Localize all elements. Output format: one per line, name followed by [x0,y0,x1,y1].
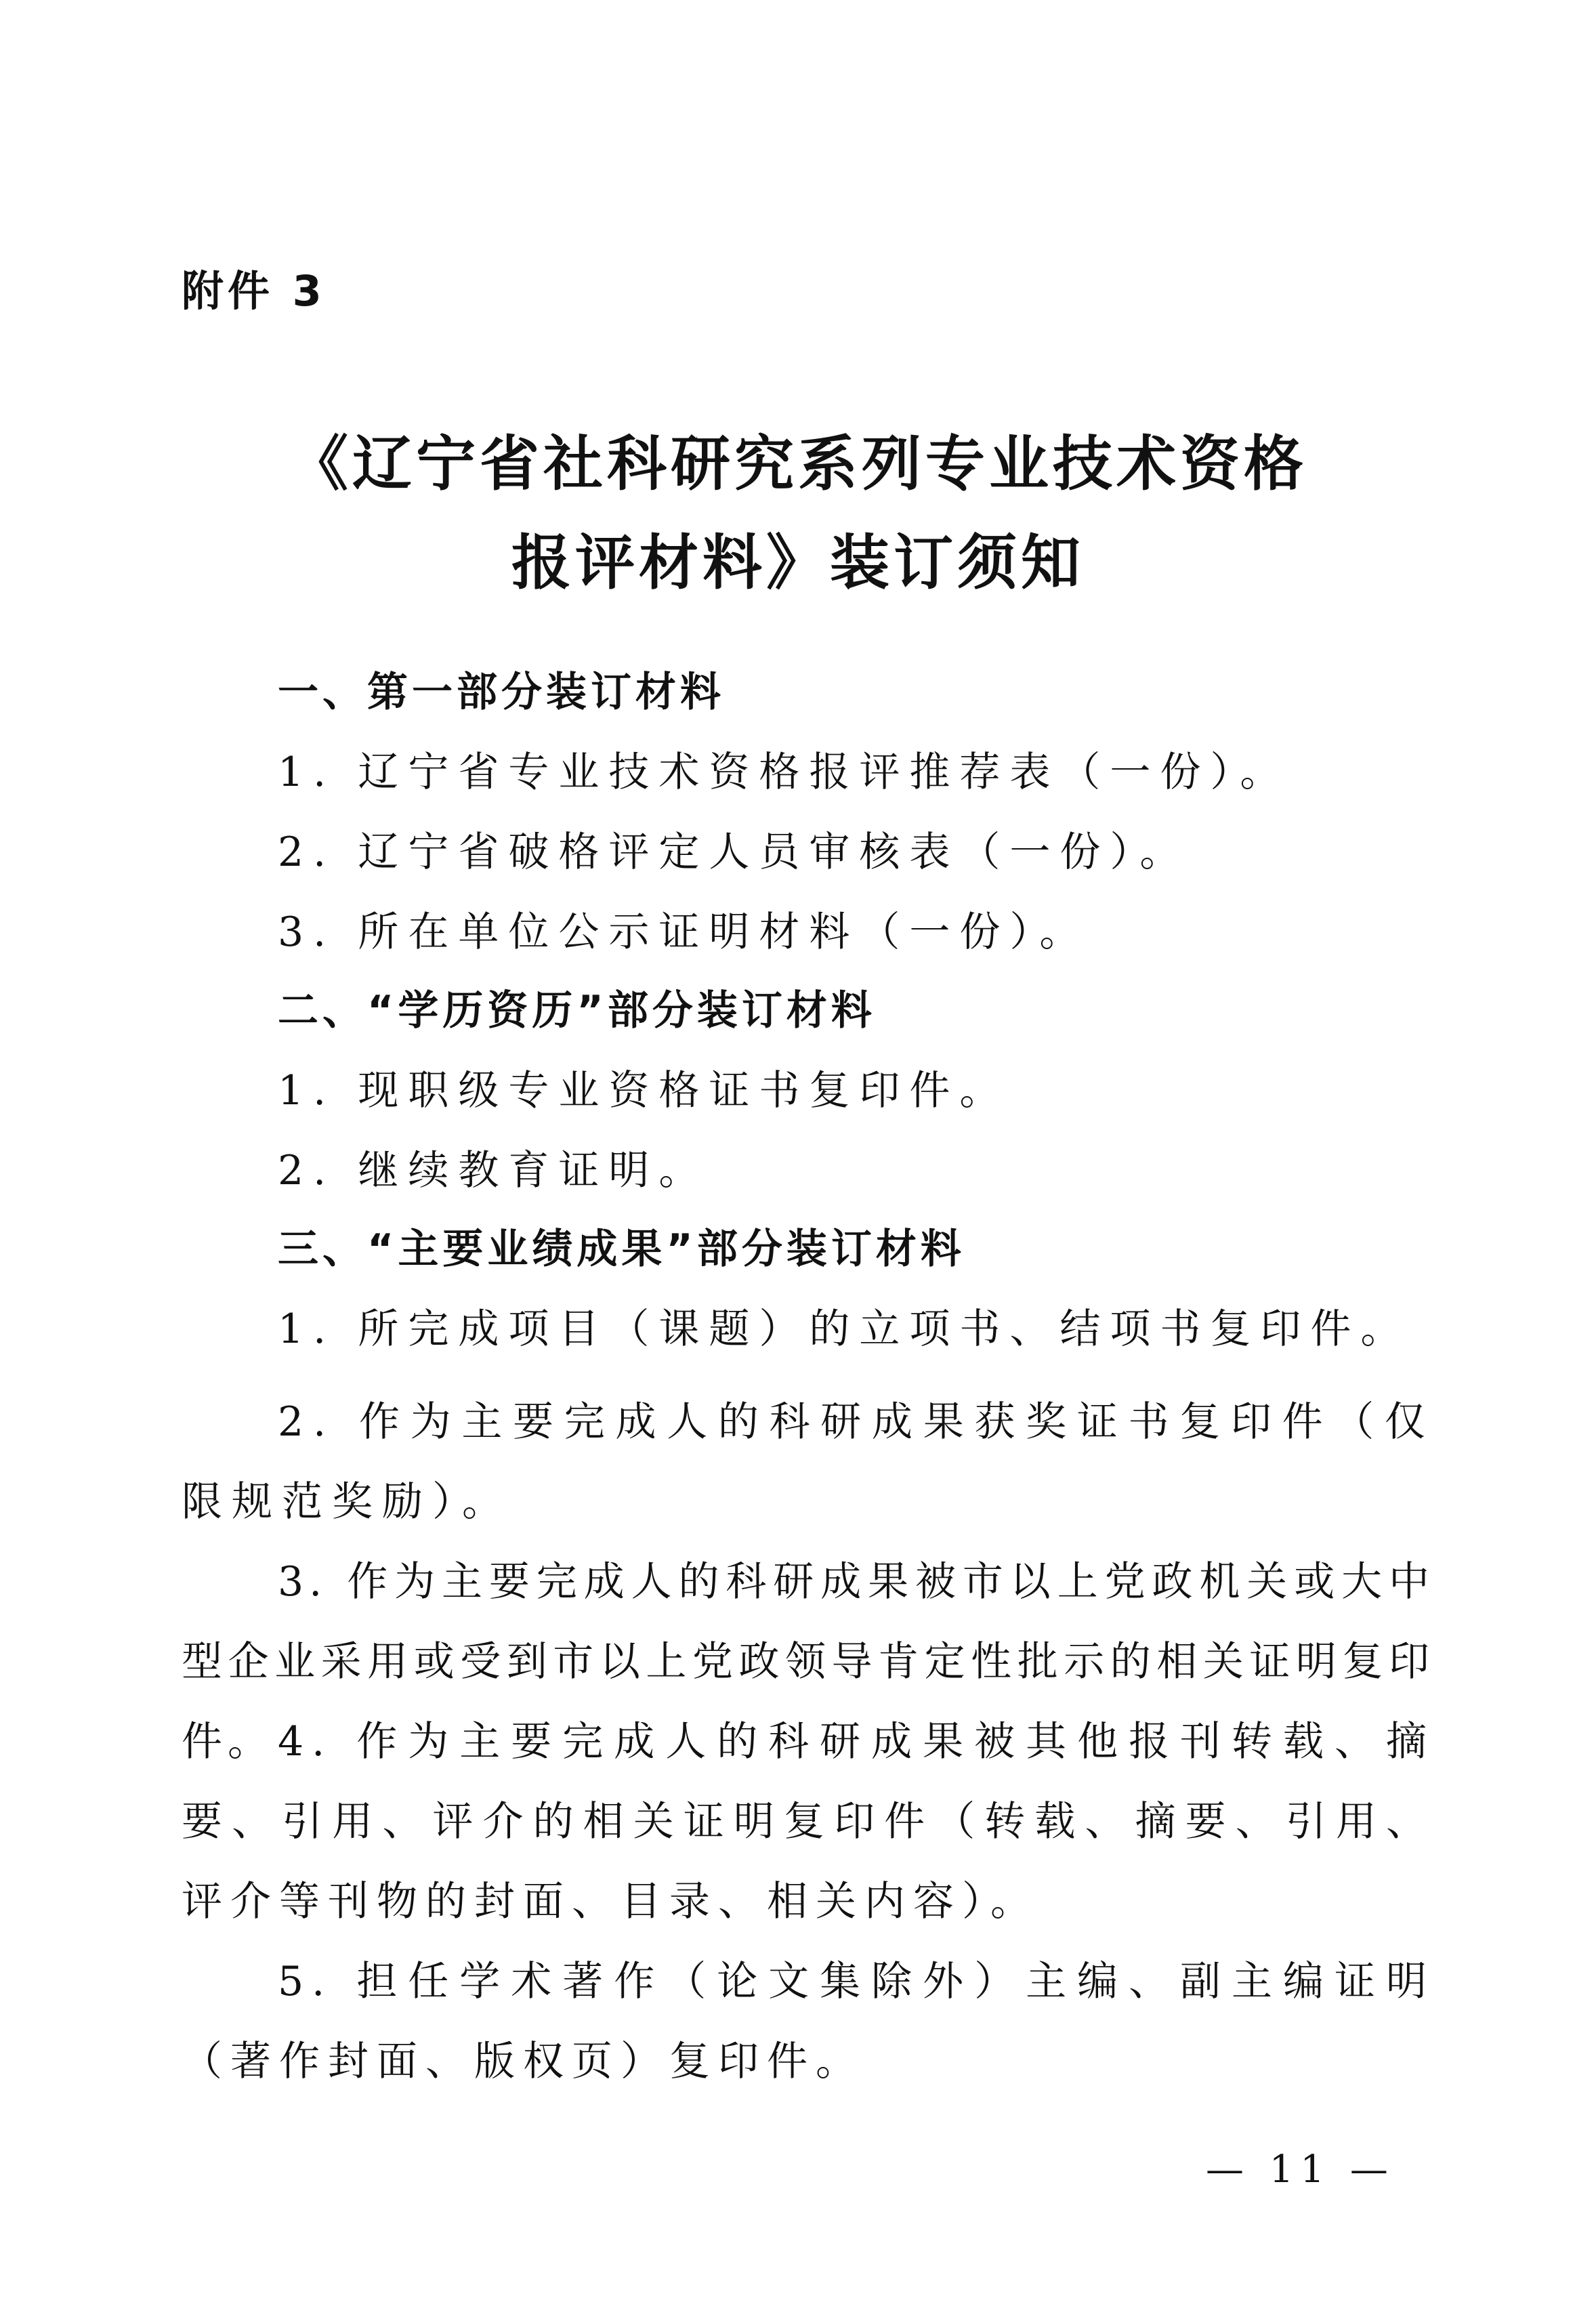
list-item: 1. 辽宁省专业技术资格报评推荐表（一份）。 [278,749,1290,796]
list-item: 2. 继续教育证明。 [278,1147,709,1194]
list-item: 5. 担任学术著作（论文集除外）主编、副主编证明（著作封面、版权页）复印件。 [182,1958,1435,2085]
document-title-line-1: 《辽宁省社科研究系列专业技术资格 [288,428,1307,499]
list-item: 3. 所在单位公示证明材料（一份）。 [278,908,1090,956]
list-item: 4. 作为主要完成人的科研成果被其他报刊转载、摘要、引用、评介的相关证明复印件（转载、摘要、引用、评介等刊物的封面、目录、相关内容）。 [182,1718,1435,1925]
attachment-label: 附件 3 [182,266,326,316]
list-item: 3. 作为主要完成人的科研成果被市以上党政机关或大中型企业采用或受到市以上党政领导肯定性批示的相关证明复印件。 [182,1558,1435,1765]
document-title-line-2: 报评材料》装订须知 [511,527,1085,598]
list-item: 1. 现职级专业资格证书复印件。 [278,1067,1010,1114]
section-heading-1: 一、第一部分装订材料 [278,669,725,716]
section-heading-2: 二、“学历资历”部分装订材料 [278,987,876,1034]
list-item: 1. 所完成项目（课题）的立项书、结项书复印件。 [278,1305,1411,1353]
list-item: 2. 作为主要完成人的科研成果获奖证书复印件（仅限规范奖励）。 [182,1398,1435,1526]
section-heading-3: 三、“主要业绩成果”部分装订材料 [278,1226,965,1273]
page-number: — 11 — [1206,2148,1395,2192]
list-item: 2. 辽宁省破格评定人员审核表（一份）。 [278,829,1190,876]
